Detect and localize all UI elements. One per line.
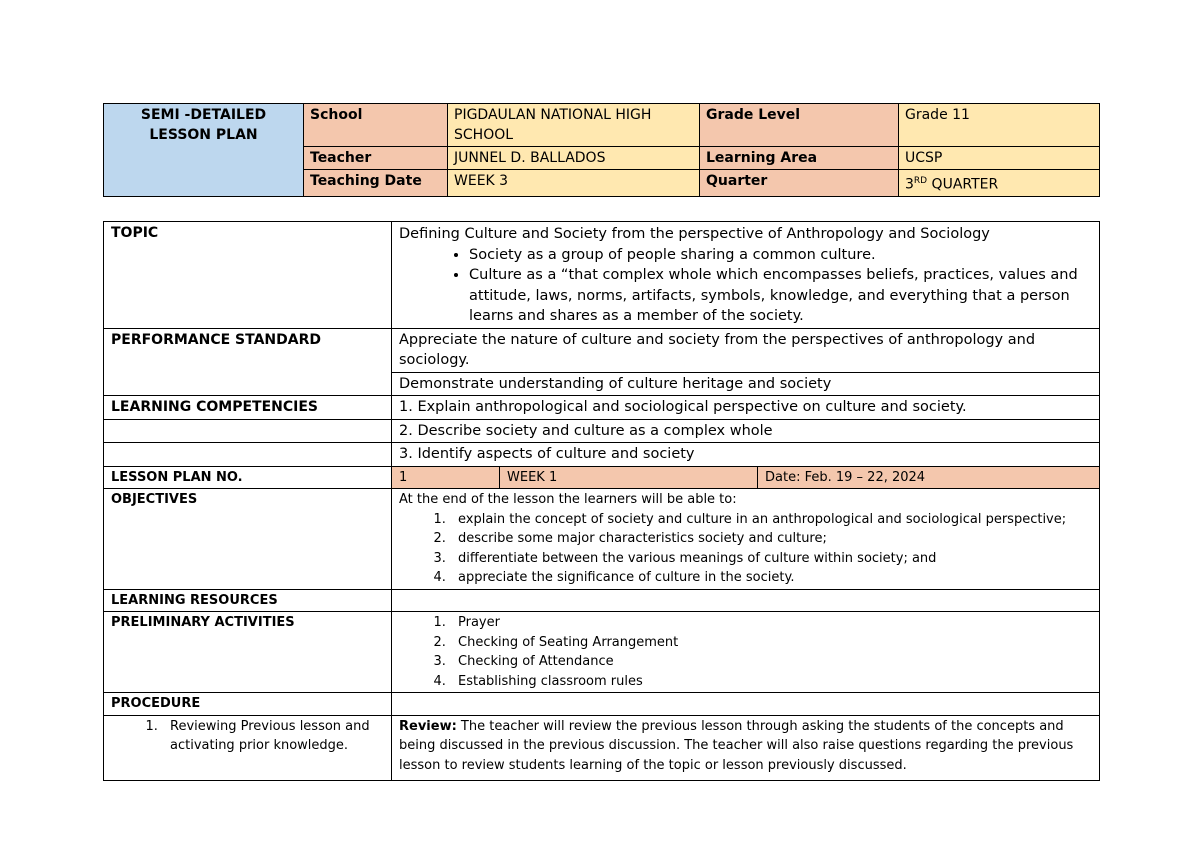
topic-row (104, 222, 1100, 329)
preliminary-activities-content (392, 612, 1100, 693)
quarter-label: Quarter (700, 170, 899, 197)
grade-level-label: Grade Level (700, 104, 899, 147)
objectives-content (392, 489, 1100, 590)
review-text: The teacher will review the previous lesson through asking the students of the concepts and being discussed in the previous discussion. The teacher will also raise questions regarding the previous lesson to review students learning of the topic or lesson previously discussed. (399, 718, 1074, 773)
procedure-step-list (111, 717, 384, 756)
objectives-label: OBJECTIVES (104, 489, 392, 590)
topic-label: TOPIC (104, 222, 392, 329)
lesson-plan-number: 1 (392, 466, 500, 489)
lesson-plan-table (103, 221, 1100, 781)
competency-item: 1. Explain anthropological and sociological perspective on culture and society. (392, 396, 1100, 420)
preliminary-item: 2. Checking of Seating Arrangement (450, 633, 1092, 653)
lesson-plan-label: LESSON PLAN NO. (104, 466, 392, 489)
preliminary-row (104, 612, 1100, 693)
performance-row (104, 328, 1100, 372)
quarter-number: 3 (905, 176, 914, 193)
grade-level-value: Grade 11 (899, 104, 1100, 147)
preliminary-activities-label: PRELIMINARY ACTIVITIES (104, 612, 392, 693)
quarter-suffix: RD (913, 176, 928, 186)
empty-cell (104, 443, 392, 467)
competency-item: 2. Describe society and culture as a complex whole (392, 419, 1100, 443)
preliminary-item: 3. Checking of Attendance (450, 652, 1092, 672)
procedure-row (104, 693, 1100, 716)
competency-row (104, 396, 1100, 420)
topic-bullet: • Society as a group of people sharing a common culture. (469, 245, 1092, 266)
performance-line-1: Appreciate the nature of culture and society from the perspectives of anthropology and sociology. (392, 328, 1100, 372)
procedure-label: PROCEDURE (104, 693, 392, 716)
preliminary-item: 1. Prayer (450, 613, 1092, 633)
objective-item: 3. differentiate between the various meanings of culture within society; and (450, 549, 1092, 569)
preliminary-item: 4. Establishing classroom rules (450, 672, 1092, 692)
procedure-step: 1. Reviewing Previous lesson and activating prior knowledge. (162, 717, 384, 756)
objectives-intro: At the end of the lesson the learners will be able to: (399, 492, 737, 507)
topic-bullet: • Culture as a “that complex whole which encompasses beliefs, practices, values and attitude, laws, norms, artifacts, symbols, knowledge, and everything that a person learns and shares as a member of the society. (469, 265, 1092, 327)
procedure-step-row (104, 715, 1100, 780)
objective-item: 2. describe some major characteristics society and culture; (450, 529, 1092, 549)
objectives-list (399, 510, 1092, 588)
teacher-value: JUNNEL D. BALLADOS (448, 147, 700, 170)
resources-row (104, 589, 1100, 612)
school-label: School (304, 104, 448, 147)
topic-bullet-list (399, 245, 1092, 327)
procedure-step-cell (104, 715, 392, 780)
learning-resources-content (392, 589, 1100, 612)
objectives-row (104, 489, 1100, 590)
topic-heading: Defining Culture and Society from the perspective of Anthropology and Sociology (399, 226, 990, 242)
lesson-plan-week: WEEK 1 (500, 466, 758, 489)
competency-item: 3. Identify aspects of culture and society (392, 443, 1100, 467)
procedure-content (392, 693, 1100, 716)
review-content (392, 715, 1100, 780)
objective-item: 1. explain the concept of society and culture in an anthropological and sociological perspective; (450, 510, 1092, 530)
learning-area-label: Learning Area (700, 147, 899, 170)
teaching-date-value: WEEK 3 (448, 170, 700, 197)
performance-line-2: Demonstrate understanding of culture heritage and society (392, 372, 1100, 396)
lesson-plan-date: Date: Feb. 19 – 22, 2024 (758, 466, 1100, 489)
teacher-label: Teacher (304, 147, 448, 170)
topic-content (392, 222, 1100, 329)
learning-area-value: UCSP (899, 147, 1100, 170)
quarter-word: QUARTER (927, 176, 999, 193)
empty-cell (104, 419, 392, 443)
quarter-value (899, 170, 1100, 197)
school-value: PIGDAULAN NATIONAL HIGH SCHOOL (448, 104, 700, 147)
lesson-plan-title: SEMI -DETAILED LESSON PLAN (104, 104, 304, 197)
lesson-plan-row (104, 466, 1100, 489)
preliminary-list (399, 613, 1092, 691)
header-table (103, 103, 1100, 197)
learning-resources-label: LEARNING RESOURCES (104, 589, 392, 612)
learning-competencies-label: LEARNING COMPETENCIES (104, 396, 392, 420)
objective-item: 4. appreciate the significance of culture in the society. (450, 568, 1092, 588)
performance-standard-label: PERFORMANCE STANDARD (104, 328, 392, 396)
teaching-date-label: Teaching Date (304, 170, 448, 197)
review-label: Review: (399, 718, 457, 734)
